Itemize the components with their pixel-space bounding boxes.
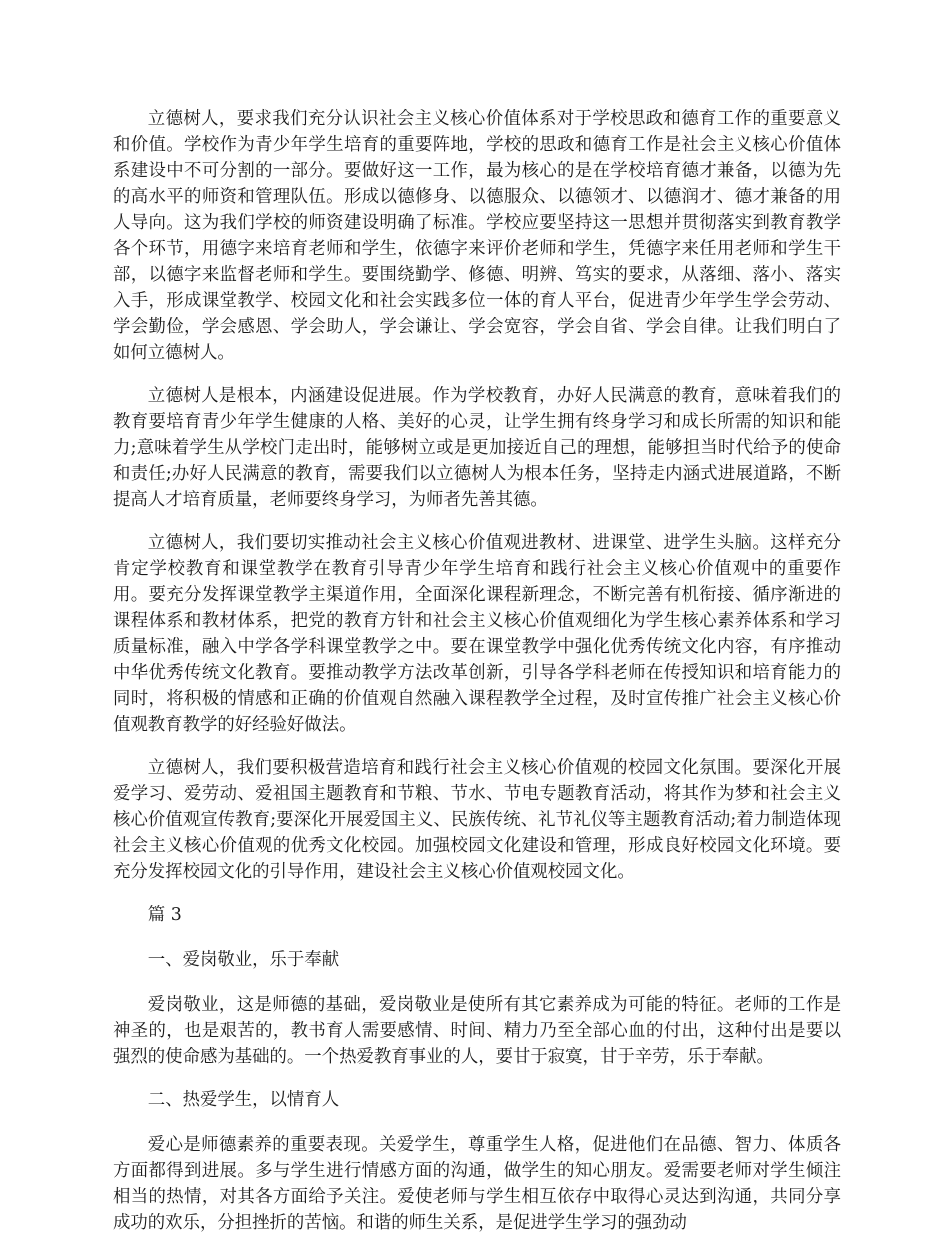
paragraph-3: 立德树人，我们要切实推动社会主义核心价值观进教材、进课堂、进学生头脑。这样充分肯定学校教育和课堂教学在教育引导青少年学生培育和践行社会主义核心价值观中的重要作用。要充分发挥课堂教学主渠道作用，全面深化课程新理念，不断完善有机衔接、循序渐进的课程体系和教材体系，把党的教育方针和社会主义核心价值观细化为学生核心素养体系和学习质量标准，融入中学各学科课堂教学之中。要在课堂教学中强化优秀传统文化内容，有序推动中华优秀传统文化教育。要推动教学方法改革创新，引导各学科老师在传授知识和培育能力的同时，将积极的情感和正确的价值观自然融入课程教学全过程，及时宣传推广社会主义核心价值观教育教学的好经验好做法。 bbox=[113, 533, 841, 735]
paragraph-5: 爱岗敬业，这是师德的基础，爱岗敬业是使所有其它素养成为可能的特征。老师的工作是神圣的，也是艰苦的，教书育人需要感情、时间、精力乃至全部心血的付出，这种付出是要以强烈的使命感为基础的。一个热爱教育事业的人，要甘于寂寞，甘于辛劳，乐于奉献。 bbox=[113, 995, 841, 1067]
section-label: 篇 3 bbox=[147, 905, 182, 925]
heading-1: 一、爱岗敬业，乐于奉献 bbox=[147, 950, 340, 970]
paragraph-6: 爱心是师德素养的重要表现。关爱学生，尊重学生人格，促进他们在品德、智力、体质各方面都得到进展。多与学生进行情感方面的沟通，做学生的知心朋友。爱需要老师对学生倾注相当的热情，对其各方面给予关注。爱使老师与学生相互依存中取得心灵达到沟通，共同分享成功的欢乐，分担挫折的苦恼。和谐的师生关系，是促进学生学习的强劲动 bbox=[113, 1135, 841, 1233]
paragraph-4: 立德树人，我们要积极营造培育和践行社会主义核心价值观的校园文化氛围。要深化开展爱学习、爱劳动、爱祖国主题教育和节粮、节水、节电专题教育活动，将其作为梦和社会主义核心价值观宣传教育;要深化开展爱国主义、民族传统、礼节礼仪等主题教育活动;着力制造体现社会主义核心价值观的优秀文化校园。加强校园文化建设和管理，形成良好校园文化环境。要充分发挥校园文化的引导作用，建设社会主义核心价值观校园文化。 bbox=[113, 758, 841, 882]
paragraph-2: 立德树人是根本，内涵建设促进展。作为学校教育，办好人民满意的教育，意味着我们的教育要培育青少年学生健康的人格、美好的心灵，让学生拥有终身学习和成长所需的知识和能力;意味着学生从学校门走出时，能够树立或是更加接近自己的理想，能够担当时代给予的使命和责任;办好人民满意的教育，需要我们以立德树人为根本任务，坚持走内涵式进展道路，不断提高人才培育质量，老师要终身学习，为师者先善其德。 bbox=[113, 386, 841, 510]
heading-2: 二、热爱学生，以情育人 bbox=[147, 1090, 340, 1110]
document-body bbox=[113, 106, 841, 1236]
paragraph-1: 立德树人，要求我们充分认识社会主义核心价值体系对于学校思政和德育工作的重要意义和价值。学校作为青少年学生培育的重要阵地，学校的思政和德育工作是社会主义核心价值体系建设中不可分割的一部分。要做好这一工作，最为核心的是在学校培育德才兼备，以德为先的高水平的师资和管理队伍。形成以德修身、以德服众、以德领才、以德润才、德才兼备的用人导向。这为我们学校的师资建设明确了标准。学校应要坚持这一思想并贯彻落实到教育教学各个环节，用德字来培育老师和学生，依德字来评价老师和学生，凭德字来任用老师和学生干部，以德字来监督老师和学生。要围绕勤学、修德、明辨、笃实的要求，从落细、落小、落实入手，形成课堂教学、校园文化和社会实践多位一体的育人平台，促进青少年学生学会劳动、学会勤俭，学会感恩、学会助人，学会谦让、学会宽容，学会自省、学会自律。让我们明白了如何立德树人。 bbox=[113, 109, 841, 363]
